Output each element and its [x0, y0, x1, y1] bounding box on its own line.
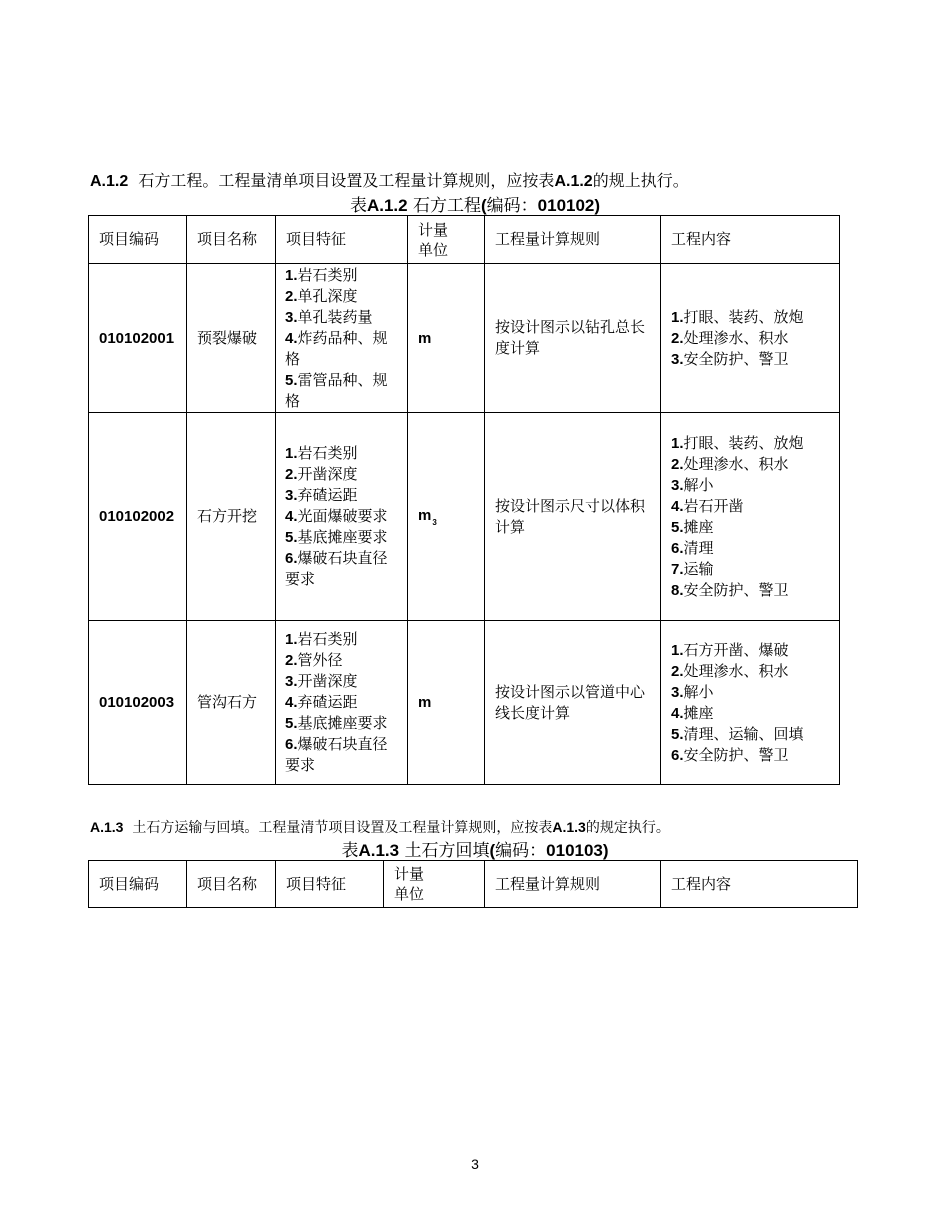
feature-num: 2. [285, 287, 298, 305]
feature-num: 2. [285, 466, 298, 483]
feature-item [285, 506, 398, 527]
feature-text: 爆破石块直径要求 [285, 735, 388, 774]
header-name: 项目名称 [187, 216, 276, 264]
content-num: 3. [671, 476, 684, 494]
table-row [89, 413, 840, 621]
content-item [671, 724, 829, 745]
row-content [661, 621, 840, 785]
header-content: 工程内容 [661, 861, 858, 908]
feature-item [285, 671, 398, 692]
row-features [276, 621, 408, 785]
section-a13-text: 土石方运输与回填。工程量清节项目设置及工程量计算规则，应按表 [132, 820, 553, 836]
feature-num: 4. [285, 508, 298, 525]
section-a13-intro [90, 817, 670, 837]
feature-item [285, 548, 398, 590]
feature-num: 1. [285, 445, 298, 462]
row-unit [408, 413, 485, 621]
feature-num: 6. [285, 550, 298, 567]
feature-num: 1. [285, 631, 298, 648]
header-code: 项目编码 [89, 861, 187, 908]
feature-text: 雷管品种、规格 [285, 370, 388, 410]
header-unit [384, 861, 485, 908]
feature-num: 5. [285, 715, 298, 732]
content-item [671, 328, 829, 349]
header-rule: 工程量计算规则 [485, 861, 661, 908]
row-features [276, 264, 408, 413]
content-num: 1. [671, 434, 684, 452]
feature-text: 开凿深度 [297, 672, 358, 690]
content-text: 安全防护、警卫 [683, 580, 789, 599]
row-unit: m [408, 621, 485, 785]
content-num: 6. [671, 539, 684, 557]
content-item [671, 517, 829, 538]
header-unit-line2: 单位 [394, 885, 425, 903]
feature-num: 6. [285, 736, 298, 753]
header-features: 项目特征 [276, 216, 408, 264]
table-a13 [88, 860, 858, 908]
table-a13-header-row [89, 861, 858, 908]
content-num: 1. [671, 308, 684, 326]
content-text: 摊座 [683, 703, 714, 722]
feature-item [285, 527, 398, 548]
section-a13-code: A.1.3 [90, 819, 124, 835]
row-code: 010102001 [89, 264, 187, 413]
feature-text: 光面爆破要求 [297, 507, 388, 525]
content-num: 3. [671, 350, 684, 368]
content-item [671, 433, 829, 454]
feature-num: 3. [285, 673, 298, 690]
section-a12-text: 石方工程。工程量清单项目设置及工程量计算规则，应按表 [138, 171, 555, 190]
content-text: 清理、运输、回填 [683, 724, 804, 743]
header-unit [408, 216, 485, 264]
content-text: 处理渗水、积水 [683, 328, 789, 347]
caption-label: 编码： [495, 841, 547, 861]
content-item [671, 307, 829, 328]
caption-name: 石方工程 [412, 196, 481, 216]
content-item [671, 661, 829, 682]
feature-text: 岩石类别 [297, 444, 358, 462]
header-rule: 工程量计算规则 [485, 216, 661, 264]
feature-num: 1. [285, 266, 298, 284]
content-num: 2. [671, 329, 684, 347]
content-text: 石方开凿、爆破 [683, 640, 789, 659]
section-a12-ref: A.1.2 [554, 173, 593, 190]
feature-text: 单孔深度 [297, 286, 358, 305]
content-text: 运输 [683, 559, 714, 578]
feature-item [285, 443, 398, 464]
feature-item [285, 650, 398, 671]
content-item [671, 475, 829, 496]
row-features [276, 413, 408, 621]
feature-item [285, 692, 398, 713]
feature-text: 开凿深度 [297, 465, 358, 483]
caption-open-paren: ( [489, 841, 496, 860]
header-features: 项目特征 [276, 861, 384, 908]
feature-text: 管外径 [297, 651, 343, 669]
table-a13-caption [0, 836, 950, 861]
header-content: 工程内容 [661, 216, 840, 264]
section-a13-text-after: 的规定执行。 [585, 820, 670, 836]
content-num: 5. [671, 518, 684, 536]
page-number: 3 [471, 1156, 479, 1172]
row-code: 010102002 [89, 413, 187, 621]
content-text: 岩石开凿 [683, 496, 744, 515]
content-text: 摊座 [683, 517, 714, 536]
feature-item [285, 370, 398, 412]
feature-text: 爆破石块直径要求 [285, 549, 388, 588]
caption-label: 编码： [486, 196, 538, 216]
feature-item [285, 734, 398, 776]
feature-num: 2. [285, 652, 298, 669]
content-num: 3. [671, 683, 684, 701]
content-item [671, 538, 829, 559]
row-name: 预裂爆破 [187, 264, 276, 413]
row-rule: 按设计图示以钻孔总长度计算 [485, 264, 661, 413]
content-num: 8. [671, 581, 684, 599]
row-rule: 按设计图示以管道中心线长度计算 [485, 621, 661, 785]
feature-item [285, 629, 398, 650]
caption-prefix: 表 [341, 841, 359, 861]
content-text: 处理渗水、积水 [683, 661, 789, 680]
content-item [671, 559, 829, 580]
content-num: 5. [671, 725, 684, 743]
content-text: 安全防护、警卫 [683, 349, 789, 368]
content-text: 打眼、装药、放炮 [683, 307, 804, 326]
caption-prefix: 表 [349, 196, 367, 216]
content-num: 1. [671, 641, 684, 659]
feature-num: 4. [285, 329, 298, 347]
feature-text: 岩石类别 [297, 630, 358, 648]
feature-text: 单孔装药量 [297, 307, 373, 326]
content-item [671, 454, 829, 475]
table-row [89, 264, 840, 413]
feature-text: 炸药品种、规格 [285, 328, 388, 368]
content-text: 解小 [683, 475, 714, 494]
content-text: 安全防护、警卫 [683, 745, 789, 764]
row-code: 010102003 [89, 621, 187, 785]
section-a12-intro [90, 168, 689, 191]
caption-close-paren: ) [602, 841, 609, 860]
table-a12-caption [0, 191, 950, 216]
feature-item [285, 307, 398, 328]
content-text: 打眼、装药、放炮 [683, 433, 804, 452]
feature-item [285, 464, 398, 485]
feature-num: 3. [285, 487, 298, 504]
section-a12-code: A.1.2 [90, 173, 129, 190]
header-name: 项目名称 [187, 861, 276, 908]
feature-num: 4. [285, 694, 298, 711]
content-num: 4. [671, 704, 684, 722]
content-item [671, 496, 829, 517]
content-num: 6. [671, 746, 684, 764]
header-unit-line1: 计量 [394, 865, 425, 883]
content-num: 4. [671, 497, 684, 515]
caption-open-paren: ( [480, 196, 487, 215]
row-unit: m [408, 264, 485, 413]
feature-text: 弃碴运距 [297, 486, 358, 504]
feature-item [285, 265, 398, 286]
row-rule: 按设计图示尺寸以体积计算 [485, 413, 661, 621]
header-code: 项目编码 [89, 216, 187, 264]
content-item [671, 745, 829, 766]
table-row [89, 621, 840, 785]
unit-superscript: 3 [432, 518, 437, 527]
feature-text: 基底摊座要求 [297, 714, 388, 732]
content-num: 2. [671, 662, 684, 680]
content-text: 解小 [683, 682, 714, 701]
feature-text: 基底摊座要求 [297, 528, 388, 546]
content-text: 清理 [683, 538, 714, 557]
content-item [671, 703, 829, 724]
feature-item [285, 328, 398, 370]
content-item [671, 580, 829, 601]
feature-text: 岩石类别 [297, 265, 358, 284]
feature-text: 弃碴运距 [297, 693, 358, 711]
section-a12-text-after: 的规上执行。 [592, 171, 689, 190]
table-a12 [88, 215, 840, 785]
table-a12-header-row [89, 216, 840, 264]
row-name: 管沟石方 [187, 621, 276, 785]
caption-close-paren: ) [594, 196, 601, 215]
caption-name: 土石方回填 [404, 841, 490, 861]
header-unit-line2: 单位 [418, 240, 449, 259]
row-content [661, 264, 840, 413]
content-item [671, 640, 829, 661]
content-item [671, 682, 829, 703]
feature-item [285, 713, 398, 734]
header-unit-line1: 计量 [418, 220, 449, 239]
row-name: 石方开挖 [187, 413, 276, 621]
content-text: 处理渗水、积水 [683, 454, 789, 473]
caption-code: A.1.2 [366, 196, 408, 215]
unit-base: m [418, 507, 432, 524]
row-content [661, 413, 840, 621]
content-num: 7. [671, 560, 684, 578]
content-num: 2. [671, 455, 684, 473]
feature-num: 3. [285, 308, 298, 326]
feature-num: 5. [285, 529, 298, 546]
caption-code: A.1.3 [358, 841, 400, 860]
caption-number: 010103 [546, 841, 603, 860]
feature-item [285, 485, 398, 506]
content-item [671, 349, 829, 370]
feature-num: 5. [285, 371, 298, 389]
caption-number: 010102 [537, 196, 595, 215]
feature-item [285, 286, 398, 307]
section-a13-ref: A.1.3 [552, 819, 586, 835]
